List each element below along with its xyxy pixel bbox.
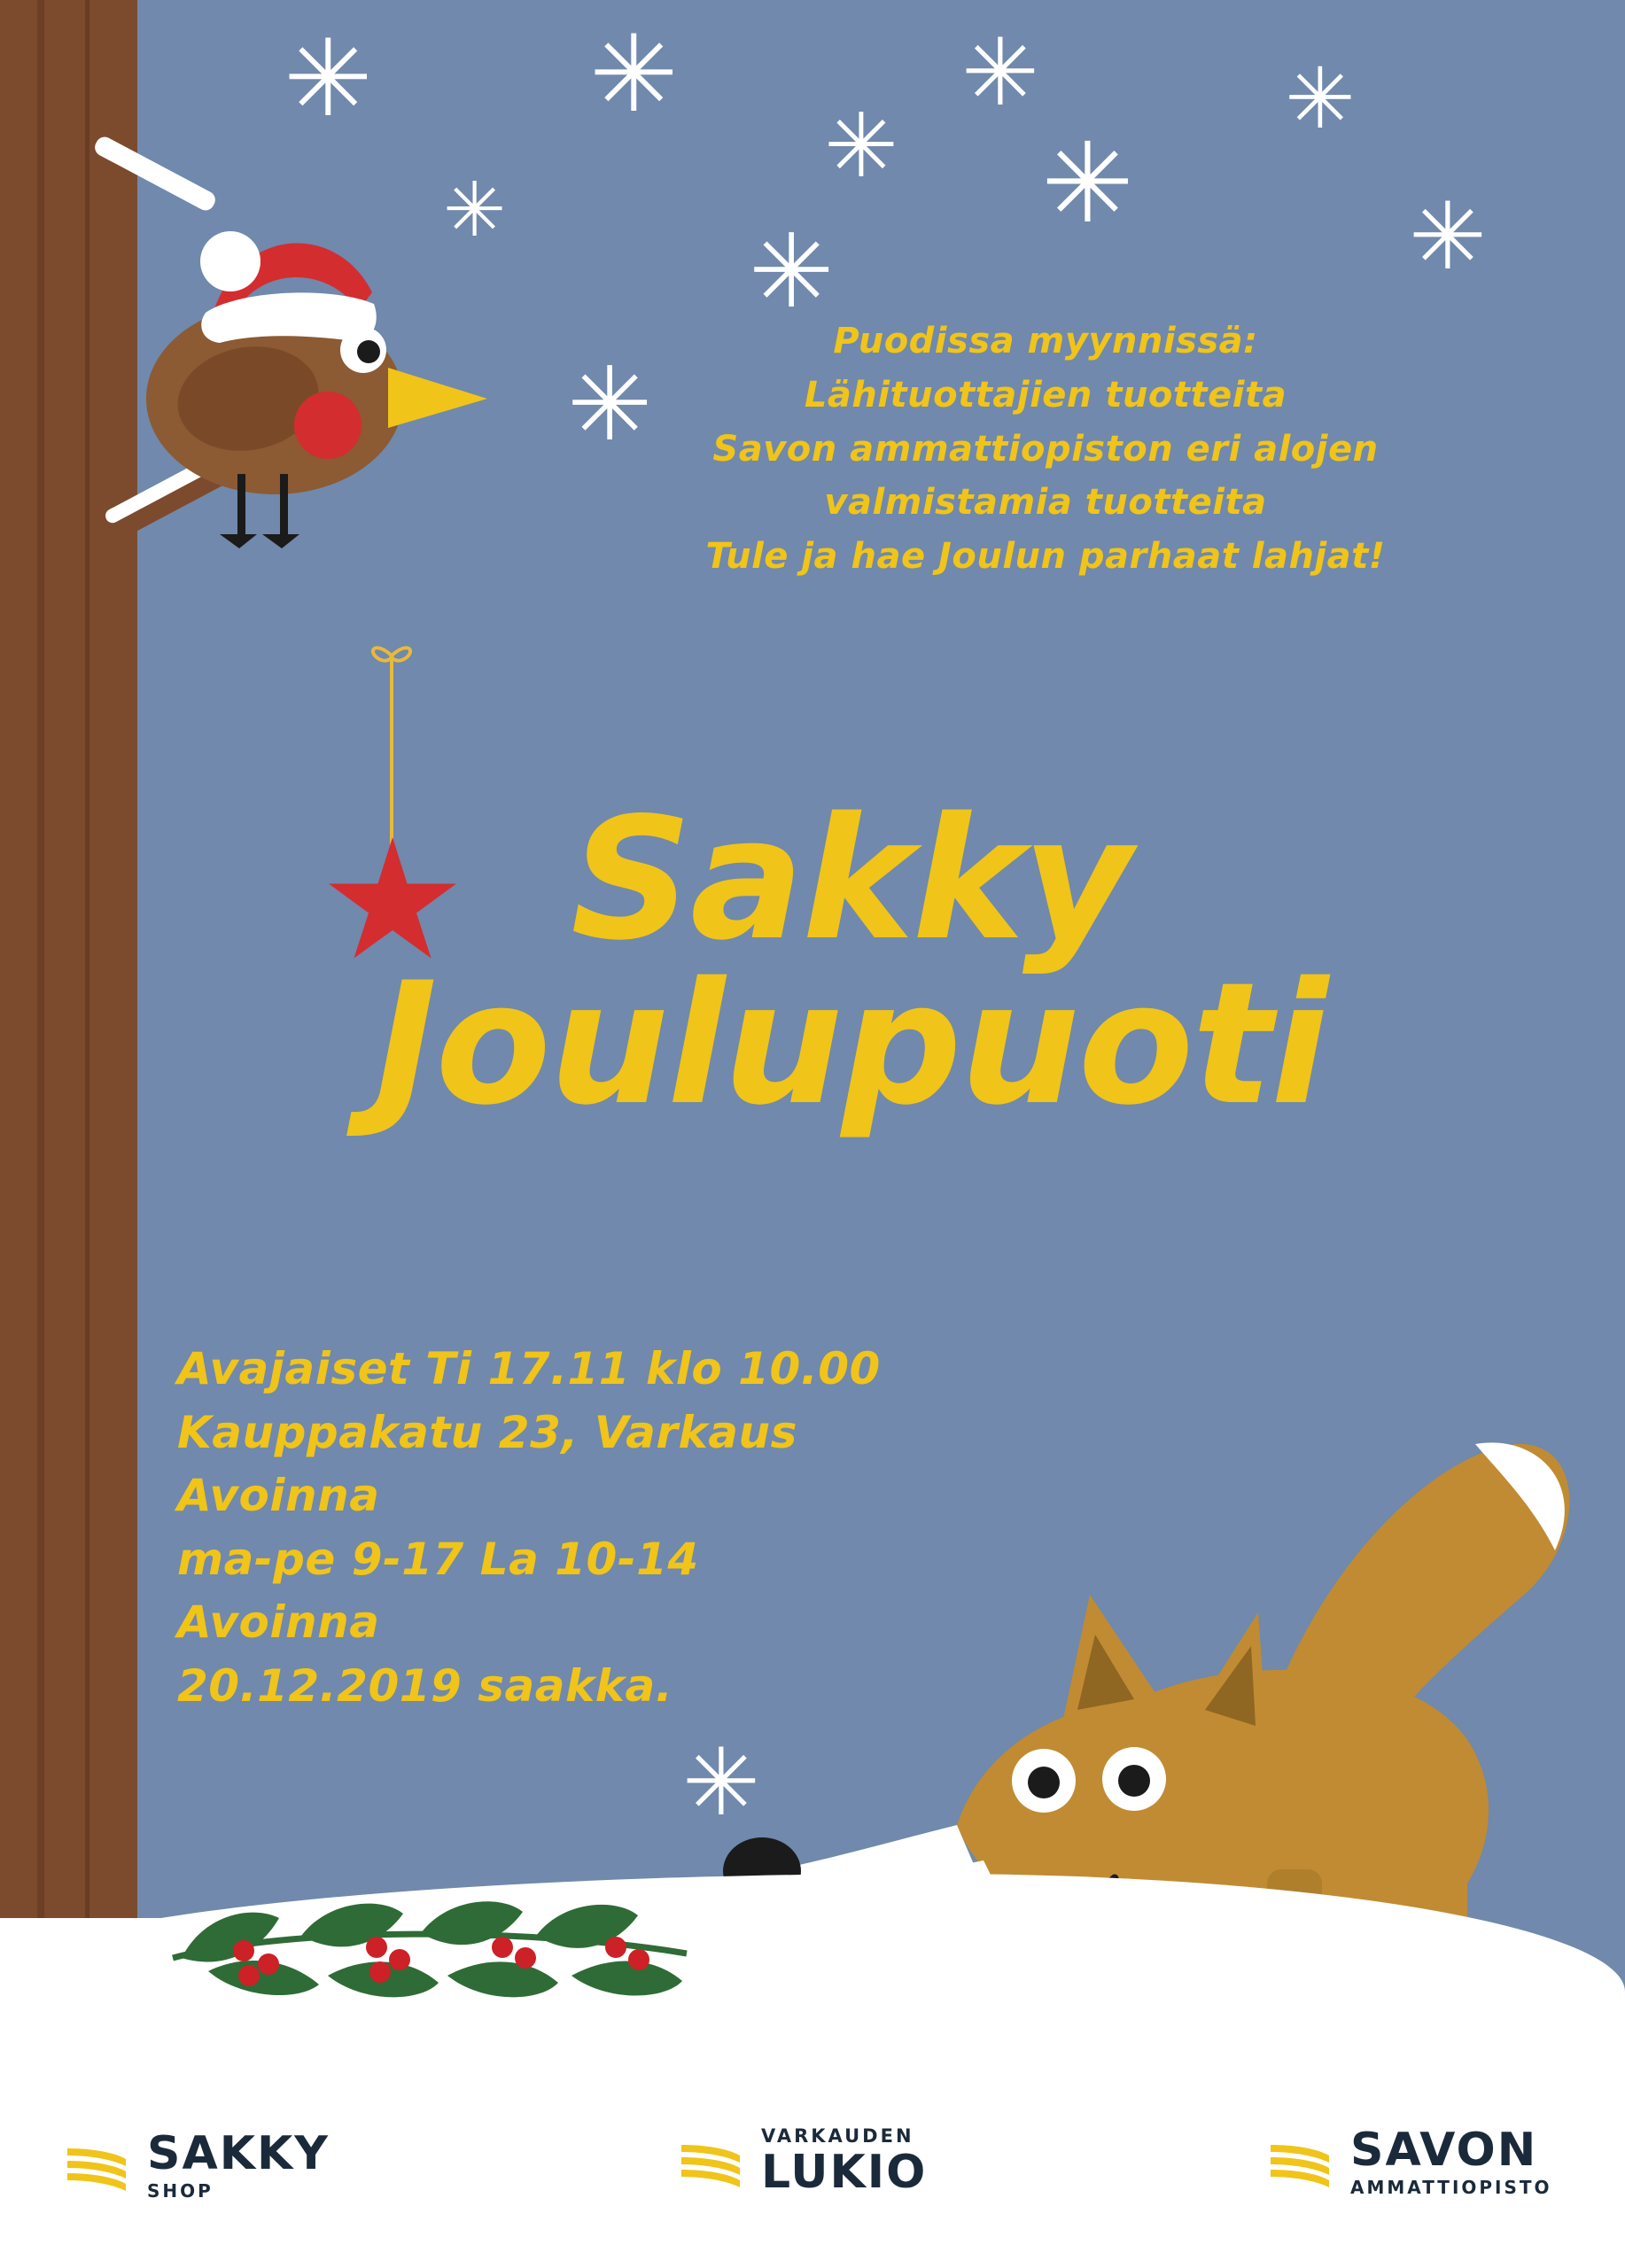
- title-line-2: Joulupuoti: [374, 946, 1327, 1143]
- promo-line: Savon ammattiopiston eri alojen: [712, 428, 1379, 470]
- title-line-1: Sakky: [571, 781, 1131, 977]
- event-info: [177, 1338, 975, 1718]
- holly-branch-icon: [155, 1852, 704, 2047]
- sparkle-star: ✳: [961, 19, 1039, 127]
- promo-text: [532, 315, 1559, 584]
- info-line: Avajaiset Ti 17.11 klo 10.00: [177, 1343, 881, 1394]
- logo-text: [147, 2127, 330, 2202]
- sparkle-star: ✳: [284, 18, 373, 141]
- logo-sup-text: VARKAUDEN: [761, 2125, 914, 2147]
- page-title: [133, 781, 1568, 1143]
- promo-line: Lähituottajien tuotteita: [804, 374, 1287, 416]
- logo-main-text: SAVON: [1350, 2124, 1538, 2177]
- swoosh-icon: [1267, 2134, 1331, 2189]
- logo-main-text: SAKKY: [147, 2127, 330, 2180]
- trunk-texture-line: [37, 0, 44, 2038]
- info-line: ma-pe 9-17 La 10-14: [177, 1533, 699, 1585]
- promo-line: Tule ja hae Joulun parhaat lahjat!: [705, 536, 1386, 578]
- sparkle-star: ✳: [443, 167, 507, 254]
- promo-line: valmistamia tuotteita: [824, 482, 1267, 524]
- logo-sub-text: SHOP: [147, 2180, 214, 2202]
- logo-sub-text: AMMATTIOPISTO: [1350, 2177, 1552, 2198]
- bow-icon: [365, 636, 418, 672]
- logo-text: [1350, 2124, 1552, 2198]
- info-line: Avoinna: [177, 1470, 380, 1521]
- logo-bar: [0, 2095, 1625, 2268]
- info-line: Avoinna: [177, 1596, 380, 1648]
- sparkle-star: ✳: [589, 13, 679, 136]
- swoosh-icon: [64, 2138, 128, 2193]
- trunk-texture-line: [85, 0, 89, 2038]
- sparkle-star: ✳: [749, 213, 835, 331]
- logo-main-text: LUKIO: [761, 2146, 928, 2199]
- sparkle-star: ✳: [1285, 50, 1356, 148]
- sparkle-star: ✳: [567, 346, 653, 464]
- sparkle-star: ✳: [824, 94, 898, 198]
- sparkle-star: ✳: [1409, 183, 1487, 291]
- logo-text: [761, 2125, 928, 2199]
- sparkle-star: ✳: [1041, 120, 1134, 248]
- promo-line: Puodissa myynnissä:: [833, 321, 1258, 361]
- logo-varkauden-lukio: [678, 2125, 928, 2199]
- sparkle-star: ✳: [682, 1728, 760, 1837]
- bird-with-santa-hat-icon: [106, 208, 514, 589]
- logo-sakky-shop: [64, 2127, 330, 2202]
- swoosh-icon: [678, 2134, 742, 2189]
- info-line: Kauppakatu 23, Varkaus: [177, 1406, 797, 1458]
- logo-savon-ammattiopisto: [1267, 2124, 1552, 2198]
- info-line: 20.12.2019 saakka.: [177, 1659, 673, 1712]
